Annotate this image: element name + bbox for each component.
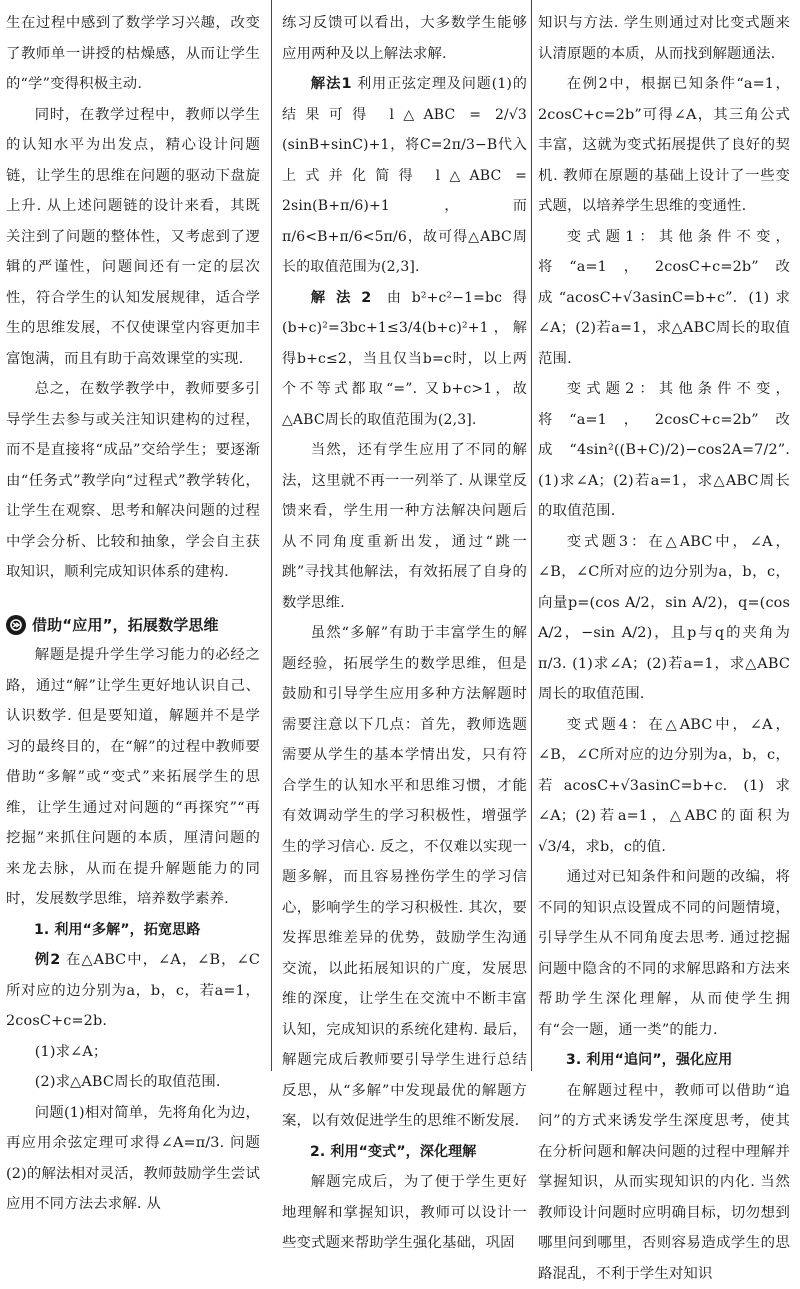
paragraph: 解题完成后，为了便于学生更好地理解和掌握知识，教师可以设计一些变式题来帮助学生强化基础，巩固 <box>282 1167 527 1259</box>
section-heading <box>6 610 260 641</box>
solution-text: 由b²+c²−1=bc得(b+c)²=3bc+1≤3/4(b+c)²+1，解得b+c≤2，当且仅当b=c时，以上两个不等式都取“=”. 又b+c>1，故△ABC周长的取值范围为(2,3]. <box>282 290 527 428</box>
paragraph: 在解题过程中，教师可以借助“追问”的方式来诱发学生深度思考，使其在分析问题和解决问题的过程中理解并掌握知识，从而实现知识的内化. 当然教师设计问题时应明确目标，切勿想到哪里问到哪里，否则容易造成学生的思路混乱，不利于学生对知识 <box>538 1076 790 1289</box>
solution-label: 解法1 <box>311 76 352 92</box>
paragraph: 同时，在教学过程中，教师以学生的认知水平为出发点，精心设计问题链，让学生的思维在问题的驱动下盘旋上升. 从上述问题链的设计来看，其既关注到了问题的整体性，又考虑到了逻辑的严谨性，问题间还有一定的层次性，符合学生的认知发展规律，适合学生的思维发展，不仅使课堂内容更加丰富饱满，而且有助于高效课堂的实现. <box>6 100 260 375</box>
paragraph: 问题(1)相对简单，先将角化为边，再应用余弦定理可求得∠A=π/3. 问题(2)的解法相对灵活，教师鼓励学生尝试应用不同方法去求解. 从 <box>6 1098 260 1220</box>
paragraph: 解题是提升学生学习能力的必经之路，通过“解”让学生更好地认识自己、认识数学. 但是要知道，解题并不是学习的最终目的，在“解”的过程中教师要借助“多解”或“变式”来拓展学生的思维，让学生通过对问题的“再探究”“再挖掘”来抓住问题的本质，厘清问题的来龙去脉，从而在提升解题能力的同时，发展数学思维，培养数学素养. <box>6 640 260 915</box>
subsection-title: 2. 利用“变式”，深化理解 <box>282 1137 527 1168</box>
column-right <box>538 8 790 1063</box>
variant-problem: 变式题3：在△ABC中，∠A，∠B，∠C所对应的边分别为a，b，c，向量p=(cos A/2，sin A/2)，q=(cos A/2，−sin A/2)，且p与q的夹角为π/3. (1)求∠A；(2)若a=1，求△ABC周长的取值范围. <box>538 527 790 710</box>
subsection-title: 1. 利用“多解”，拓宽思路 <box>6 915 260 946</box>
example-text: 在△ABC中，∠A，∠B，∠C所对应的边分别为a，b，c，若a=1，2cosC+c=2b. <box>6 952 260 1029</box>
question-item: (2)求△ABC周长的取值范围. <box>6 1067 260 1098</box>
column-divider <box>531 0 532 1071</box>
subsection-title: 3. 利用“追问”，强化应用 <box>538 1045 790 1076</box>
paragraph: 练习反馈可以看出，大多数学生能够应用两种及以上解法求解. <box>282 8 527 69</box>
paragraph: 当然，还有学生应用了不同的解法，这里就不再一一列举了. 从课堂反馈来看，学生用一种方法解决问题后从不同角度重新出发，通过“跳一跳”寻找其他解法，有效拓展了自身的数学思维. <box>282 435 527 618</box>
paragraph: 通过对已知条件和问题的改编，将不同的知识点设置成不同的问题情境，引导学生从不同角度去思考. 通过挖掘问题中隐含的不同的求解思路和方法来帮助学生深化理解，从而使学生拥有“会一题，通一类”的能力. <box>538 862 790 1045</box>
section-title: 借助“应用”，拓展数学思维 <box>32 610 219 641</box>
column-left <box>6 8 260 1063</box>
variant-problem: 变式题4：在△ABC中，∠A，∠B，∠C所对应的边分别为a，b，c，若acosC+√3asinC=b+c. (1)求∠A；(2)若a=1，△ABC的面积为√3/4，求b，c的值. <box>538 710 790 863</box>
example-label: 例2 <box>35 952 61 968</box>
column-middle <box>282 8 527 1063</box>
paragraph: 总之，在数学教学中，教师要多引导学生去参与或关注知识建构的过程，而不是直接将“成品”交给学生；要逐渐由“任务式”教学向“过程式”教学转化，让学生在观察、思考和解决问题的过程中学会分析、比较和抽象，学会自主获取知识，顺利完成知识体系的建构. <box>6 374 260 588</box>
variant-problem: 变式题1：其他条件不变，将“a=1，2cosC+c=2b”改成“acosC+√3asinC=b+c”. (1)求∠A；(2)若a=1，求△ABC周长的取值范围. <box>538 222 790 375</box>
solution-label: 解法2 <box>311 290 372 306</box>
variant-problem: 变式题2：其他条件不变，将“a=1，2cosC+c=2b”改成“4sin²((B+C)/2)−cos2A=7/2”. (1)求∠A；(2)若a=1，求△ABC周长的取值范围. <box>538 374 790 527</box>
paragraph: 生在过程中感到了数学学习兴趣，改变了教师单一讲授的枯燥感，从而让学生的“学”变得积极主动. <box>6 8 260 100</box>
paragraph: 知识与方法. 学生则通过对比变式题来认清原题的本质，从而找到解题通法. <box>538 8 790 69</box>
solution-text: 利用正弦定理及问题(1)的结果可得 l△ABC = 2/√3 (sinB+sinC)+1，将C=2π/3−B代入上式并化简得 l△ABC = 2sin(B+π/6)+1，而 π/6<B+π/6<5π/6，故可得△ABC周长的取值范围为(2,3]. <box>282 76 527 275</box>
column-divider <box>271 0 272 1071</box>
paragraph: 虽然“多解”有助于丰富学生的解题经验，拓展学生的数学思维，但是鼓励和引导学生应用多种方法解题时需要注意以下几点：首先，教师选题需要从学生的基本学情出发，只有符合学生的认知水平和思维习惯，才能有效调动学生的学习积极性，增强学生的学习信心. 反之，不仅难以实现一题多解，而且容易挫伤学生的学习信心，影响学生的学习积极性. 其次，要发挥思维差异的优势，鼓励学生沟通交流，以此拓展知识的广度，发展思维的深度，让学生在交流中不断丰富认知，完成知识的系统化建构. 最后，解题完成后教师要引导学生进行总结反思，从“多解”中发现最优的解题方案，以有效促进学生的思维不断发展. <box>282 618 527 1137</box>
question-item: (1)求∠A； <box>6 1037 260 1068</box>
section-marker-icon <box>6 615 26 635</box>
paragraph: 在例2中，根据已知条件“a=1，2cosC+c=2b”可得∠A，其三角公式丰富，这就为变式拓展提供了良好的契机. 教师在原题的基础上设计了一些变式题，以培养学生思维的变通性. <box>538 69 790 222</box>
